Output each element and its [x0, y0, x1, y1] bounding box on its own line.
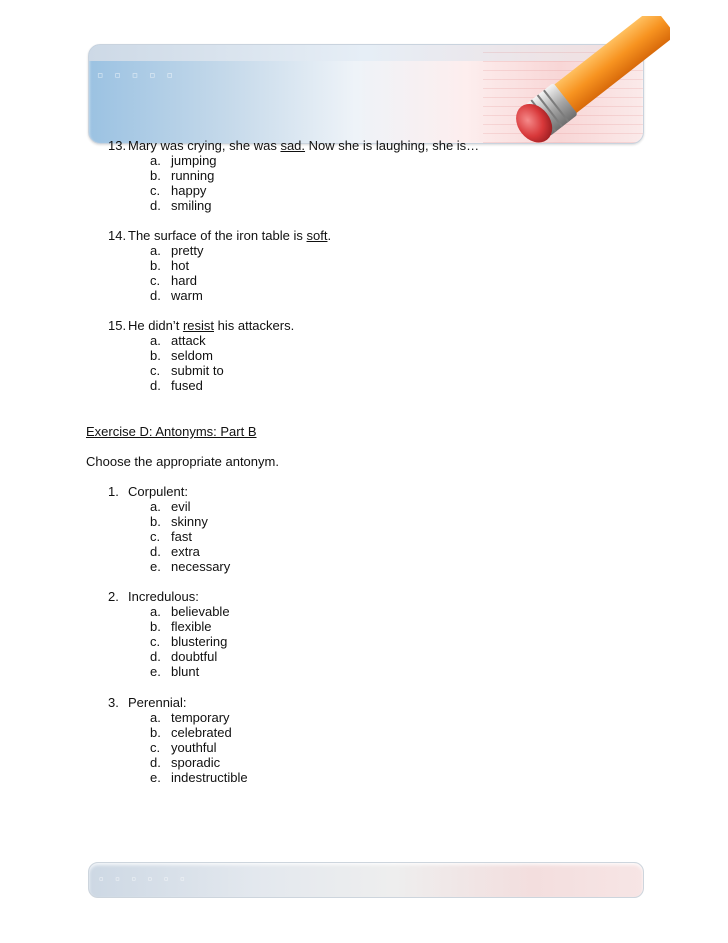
section-title: Exercise D: Antonyms: Part B	[86, 424, 257, 439]
option-letter: a.	[150, 604, 161, 619]
option-text: indestructible	[171, 770, 248, 785]
option-text: attack	[171, 333, 206, 348]
option-item	[108, 258, 331, 273]
option-text: temporary	[171, 710, 230, 725]
question-stem	[108, 138, 479, 153]
option-text: youthful	[171, 740, 217, 755]
option-item	[108, 544, 230, 559]
option-item	[108, 529, 230, 544]
question-stem	[108, 318, 294, 333]
option-text: believable	[171, 604, 230, 619]
option-text: evil	[171, 499, 191, 514]
option-item	[108, 243, 331, 258]
option-item	[108, 634, 230, 649]
option-text: warm	[171, 288, 203, 303]
stem-text: He didn’t	[128, 318, 180, 333]
option-letter: a.	[150, 153, 161, 168]
banner-decoration: ▫ ▫ ▫ ▫ ▫	[97, 65, 176, 85]
option-list	[108, 604, 230, 679]
option-item	[108, 183, 479, 198]
option-list	[108, 243, 331, 303]
question-15	[108, 318, 294, 393]
option-list	[108, 710, 248, 785]
option-list	[108, 333, 294, 393]
option-item	[108, 649, 230, 664]
option-text: celebrated	[171, 725, 232, 740]
option-letter: b.	[150, 348, 161, 363]
key-word: resist	[182, 318, 214, 333]
option-letter: d.	[150, 755, 161, 770]
key-word: sad.	[280, 138, 306, 153]
option-item	[108, 710, 248, 725]
footer-banner	[88, 862, 644, 898]
option-text: running	[171, 168, 215, 183]
option-letter: a.	[150, 710, 161, 725]
pencil-icon	[500, 16, 670, 146]
option-text: blustering	[171, 634, 228, 649]
option-item	[108, 604, 230, 619]
option-item	[108, 499, 230, 514]
key-word: soft	[306, 228, 328, 243]
question-stem	[108, 228, 331, 243]
option-letter: a.	[150, 243, 161, 258]
option-letter: b.	[150, 725, 161, 740]
option-letter: d.	[150, 544, 161, 559]
option-letter: c.	[150, 634, 161, 649]
option-item	[108, 619, 230, 634]
question-stem	[108, 589, 230, 604]
option-item	[108, 755, 248, 770]
option-text: hot	[171, 258, 190, 273]
option-letter: c.	[150, 529, 161, 544]
stem-text: Mary was crying, she was	[128, 138, 277, 153]
option-item	[108, 168, 479, 183]
option-letter: c.	[150, 740, 161, 755]
stem-text: Perennial:	[128, 695, 187, 710]
question-13	[108, 138, 479, 213]
option-letter: a.	[150, 333, 161, 348]
question-number: 15.	[108, 318, 127, 333]
option-letter: d.	[150, 198, 161, 213]
option-item	[108, 740, 248, 755]
option-text: blunt	[171, 664, 200, 679]
option-text: hard	[171, 273, 198, 288]
option-letter: d.	[150, 649, 161, 664]
antonym-item-3	[108, 695, 248, 785]
option-item	[108, 378, 294, 393]
option-list	[108, 153, 479, 213]
option-text: skinny	[171, 514, 208, 529]
antonym-item-2	[108, 589, 230, 679]
option-text: jumping	[171, 153, 217, 168]
question-14	[108, 228, 331, 303]
stem-text: his attackers.	[217, 318, 295, 333]
option-letter: e.	[150, 559, 161, 574]
option-item	[108, 348, 294, 363]
antonym-item-1	[108, 484, 230, 574]
option-text: submit to	[171, 363, 224, 378]
option-text: pretty	[171, 243, 204, 258]
option-text: extra	[171, 544, 200, 559]
option-letter: c.	[150, 183, 161, 198]
option-item	[108, 333, 294, 348]
stem-text: .	[327, 228, 332, 243]
section-instruction: Choose the appropriate antonym.	[86, 454, 279, 469]
option-item	[108, 725, 248, 740]
question-number: 2.	[108, 589, 119, 604]
option-list	[108, 499, 230, 574]
option-item	[108, 514, 230, 529]
stem-text: Now she is laughing, she is…	[308, 138, 480, 153]
question-stem	[108, 695, 248, 710]
option-letter: b.	[150, 168, 161, 183]
option-item	[108, 770, 248, 785]
option-item	[108, 198, 479, 213]
option-text: happy	[171, 183, 207, 198]
option-letter: c.	[150, 363, 161, 378]
option-text: sporadic	[171, 755, 221, 770]
option-item	[108, 664, 230, 679]
option-item	[108, 288, 331, 303]
option-text: seldom	[171, 348, 213, 363]
option-letter: a.	[150, 499, 161, 514]
option-letter: b.	[150, 619, 161, 634]
question-number: 3.	[108, 695, 119, 710]
option-text: doubtful	[171, 649, 218, 664]
option-text: necessary	[171, 559, 231, 574]
option-letter: e.	[150, 770, 161, 785]
question-number: 14.	[108, 228, 127, 243]
option-letter: d.	[150, 378, 161, 393]
option-letter: e.	[150, 664, 161, 679]
option-text: fused	[171, 378, 203, 393]
option-text: flexible	[171, 619, 212, 634]
option-letter: c.	[150, 273, 161, 288]
stem-text: Corpulent:	[128, 484, 188, 499]
question-stem	[108, 484, 230, 499]
option-text: smiling	[171, 198, 212, 213]
option-letter: d.	[150, 288, 161, 303]
option-item	[108, 153, 479, 168]
footer-decoration: ▫ ▫ ▫ ▫ ▫ ▫	[99, 871, 189, 886]
option-item	[108, 363, 294, 378]
stem-text: The surface of the iron table is	[128, 228, 303, 243]
option-item	[108, 559, 230, 574]
question-number: 1.	[108, 484, 119, 499]
option-letter: b.	[150, 514, 161, 529]
option-text: fast	[171, 529, 192, 544]
option-letter: b.	[150, 258, 161, 273]
stem-text: Incredulous:	[128, 589, 199, 604]
question-number: 13.	[108, 138, 127, 153]
option-item	[108, 273, 331, 288]
